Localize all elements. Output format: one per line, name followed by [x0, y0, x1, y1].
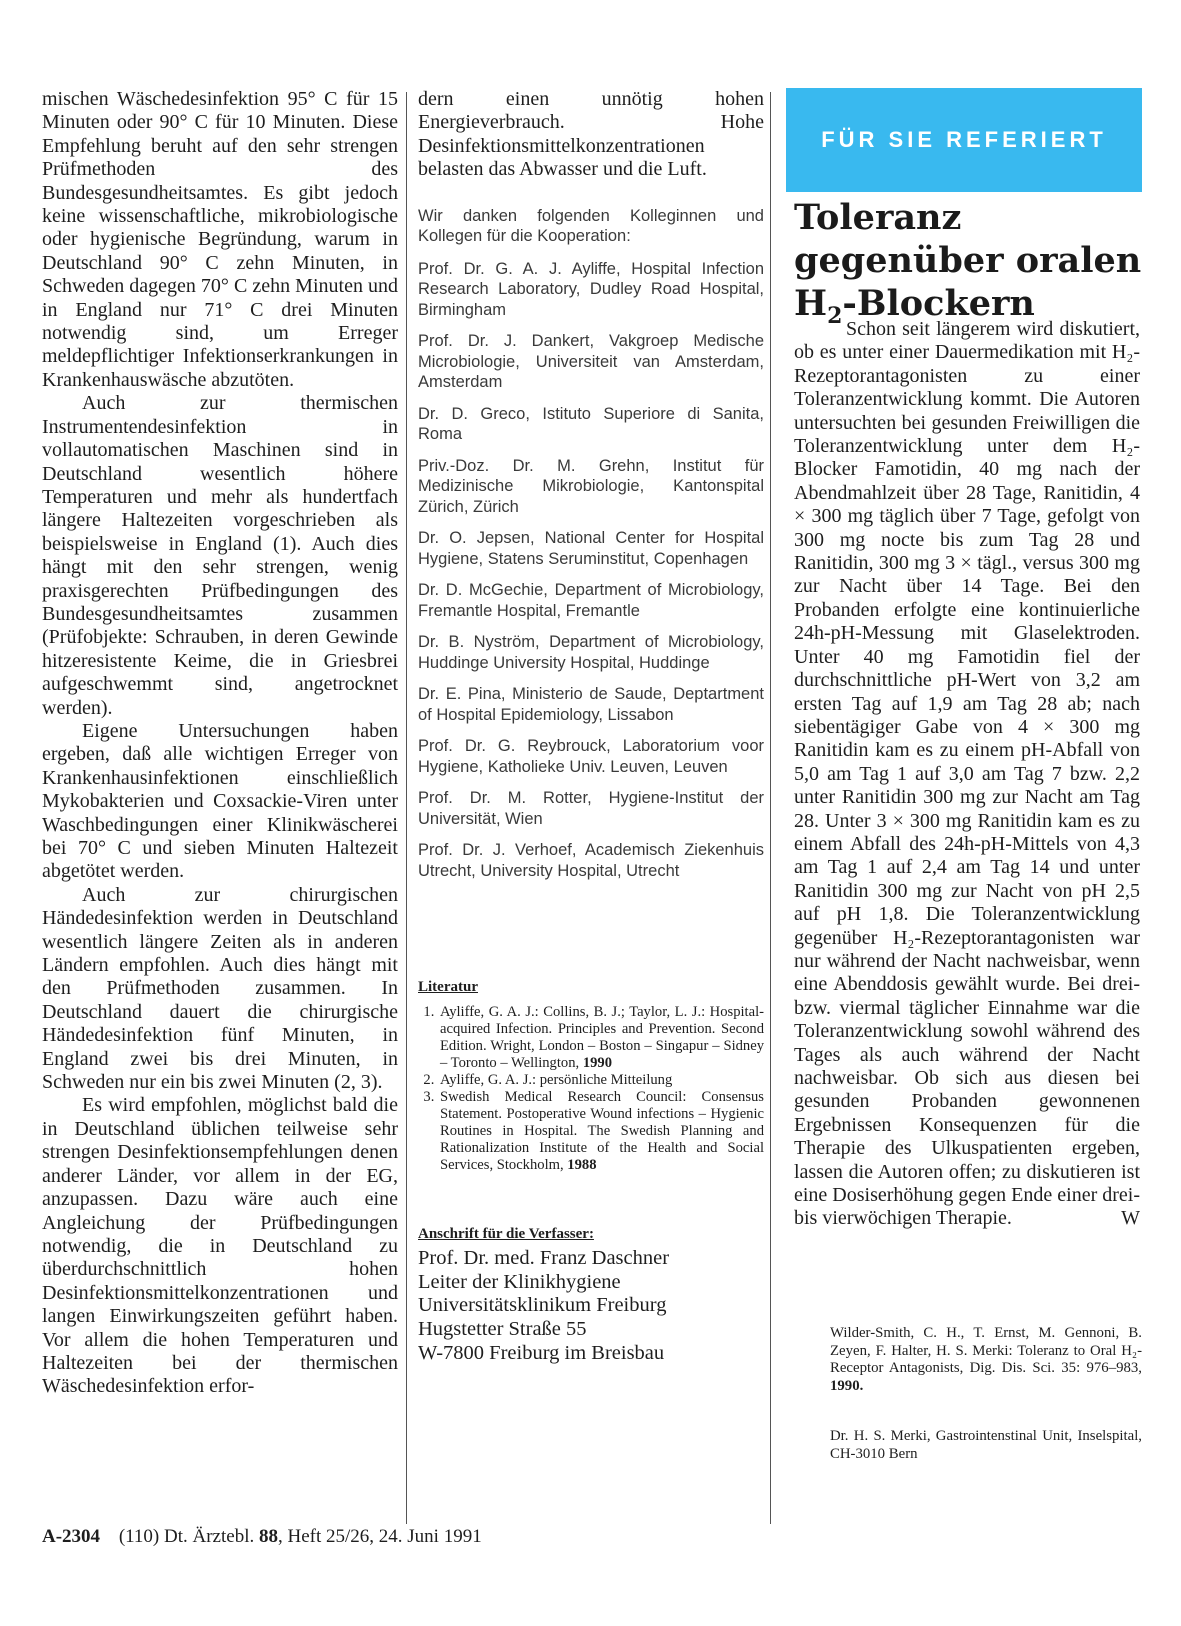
- paragraph: Auch zur thermischen Instrumentendesinfektion in vollautomatischen Maschinen sind in Deutschland wesentlich höhere Temperaturen und mehr als hundertfach längere Haltezeiten vorgeschrieben als beispielsweise in England (1). Auch dies hängt mit den sehr strengen, wenig praxisgerechten Prüfbedingungen des Bundesgesundheitsamtes zusammen (Prüfobjekte: Schrauben, in deren Gewinde hitzeresistente Keime, die in Griesbrei aufgeschwemmt sind, angetrocknet werden).: [42, 392, 398, 719]
- paragraph-continuation: dern einen unnötig hohen Energieverbrauch. Hohe Desinfektionsmittelkonzentrationen belasten das Abwasser und die Luft.: [418, 88, 764, 181]
- article-body: [794, 318, 1140, 1231]
- reference-item: 1. Ayliffe, G. A. J.: Collins, B. J.; Taylor, L. J.: Hospital-acquired Infection. Principles and Prevention. Second Edition. Wright, London – Boston – Singapur – Sidney – Toronto – Wellington, 1990: [438, 1004, 764, 1072]
- cooperator-entry: Priv.-Doz. Dr. M. Grehn, Institut für Medizinische Mikrobiologie, Kantonspital Zürich, Zürich: [418, 456, 764, 516]
- reference-item: 2. Ayliffe, G. A. J.: persönliche Mitteilung: [438, 1072, 764, 1089]
- page-number: A-2304: [42, 1526, 101, 1547]
- address-line: Prof. Dr. med. Franz Daschner: [418, 1247, 670, 1270]
- article-headline: Toleranz gegenüber oralen $H_2$-Blockern: [794, 197, 1142, 329]
- paragraph: Auch zur chirurgischen Händedesinfektion werden in Deutschland wesentlich längere Zeiten als in anderen Ländern empfohlen. Auch dies hängt mit den Prüfmethoden zusammen. In Deutschland dauert die chirurgische Händedesinfektion fünf Minuten, in England zwei bis drei Minuten, in Schweden nur ein bis zwei Minuten (2, 3).: [42, 883, 398, 1094]
- literature-heading: Literatur: [418, 979, 478, 996]
- paragraph: Es wird empfohlen, möglichst bald die in Deutschland üblichen teilweise sehr strengen Desinfektionsempfehlungen denen anderer Länder, vor allem in der EG, anzupassen. Dazu wäre auch eine Angleichung der Prüfbedingungen notwendig, die in Deutschland zu überdurchschnittlich hohen Desinfektionsmittelkonzentrationen und langen Einwirkungszeiten geführt haben. Vor allem die hohen Temperaturen und Haltezeiten bei der thermischen Wäschedesinfektion erfor-: [42, 1094, 398, 1398]
- source-citation: Wilder-Smith, C. H., T. Ernst, M. Gennoni, B. Zeyen, F. Halter, H. S. Merki: Toleranz to Oral H₂-Receptor Antagonists, Dig. Dis. Sci. 35: 976–983, 1990.: [830, 1325, 1142, 1394]
- section-kicker: FÜR SIE REFERIERT: [786, 88, 1142, 192]
- cooperator-entry: Prof. Dr. G. Reybrouck, Laboratorium voor Hygiene, Katholieke Univ. Leuven, Leuven: [418, 737, 764, 776]
- address-heading: Anschrift für die Verfasser:: [418, 1226, 594, 1243]
- cooperator-entry: Dr. D. Greco, Istituto Superiore di Sanita, Roma: [418, 404, 764, 444]
- column-rule-left: [406, 92, 407, 1524]
- column-rule-right: [770, 92, 771, 1524]
- paragraph: mischen Wäschedesinfektion 95° C für 15 Minuten oder 90° C für 10 Minuten. Diese Empfehlung beruht auf den sehr strengen Prüfmethoden des Bundesgesundheitsamtes. Es gibt jedoch keine wissenschaftliche, mikrobiologische oder hygienische Begründung, warum in Deutschland 90° C zehn Minuten, in Schweden dagegen 70° C zehn Minuten und in England nur 71° C drei Minuten notwendig sind, um Erreger meldepflichtiger Infektionserkrankungen in Krankenhauswäsche abzutöten.: [42, 88, 398, 391]
- cooperator-entry: Prof. Dr. J. Verhoef, Academisch Ziekenhuis Utrecht, University Hospital, Utrecht: [418, 841, 764, 880]
- cooperator-entry: Dr. B. Nyström, Department of Microbiology, Huddinge University Hospital, Huddinge: [418, 633, 764, 672]
- reference-list: [418, 1004, 764, 1174]
- cooperator-entry: Prof. Dr. M. Rotter, Hygiene-Institut der Universität, Wien: [418, 789, 764, 828]
- cooperator-entry: Dr. E. Pina, Ministerio de Saude, Deptartment of Hospital Epidemiology, Lissabon: [418, 685, 764, 724]
- acknowledgements: [418, 206, 764, 882]
- cooperator-entry: Dr. O. Jepsen, National Center for Hospital Hygiene, Statens Seruminstitut, Copenhagen: [418, 529, 764, 568]
- address-line: Universitätsklinikum Freiburg: [418, 1294, 667, 1317]
- acknowledgements-intro: Wir danken folgenden Kolleginnen und Kollegen für die Kooperation:: [418, 206, 764, 246]
- cooperator-entry: Prof. Dr. J. Dankert, Vakgroep Medische Microbiologie, Universiteit van Amsterdam, Amsterdam: [418, 332, 764, 392]
- column-1: [42, 88, 398, 1399]
- cooperator-entry: Prof. Dr. G. A. J. Ayliffe, Hospital Infection Research Laboratory, Dudley Road Hospital, Birmingham: [418, 259, 764, 319]
- page-footer: A-2304 (110) Dt. Ärztebl. 88, Heft 25/26, 24. Juni 1991: [42, 1526, 482, 1547]
- address-line: Hugstetter Straße 55: [418, 1317, 587, 1340]
- section-banner: [786, 88, 1142, 192]
- article-paragraph: Schon seit längerem wird diskutiert, ob es unter einer Dauermedikation mit H₂-Rezeptorantagonisten zu einer Toleranzentwicklung kommt. Die Autoren untersuchten bei gesunden Freiwilligen die Toleranzentwicklung unter dem H₂-Blocker Famotidin, 40 mg nach der Abendmahlzeit über 28 Tage, Ranitidin, 4 × 300 mg täglich über 7 Tage, gefolgt von 300 mg nocte bis zum Tag 28 und Ranitidin, 300 mg 3 × tägl., versus 300 mg zur Nacht über 14 Tage. Bei den Probanden erfolgte eine kontinuierliche 24h-pH-Messung mit Glaselektroden. Unter 40 mg Famotidin fiel der durchschnittliche pH-Wert von 3,2 am ersten Tag auf 1,9 am Tag 28 ab; nach siebentägiger Gabe von 4 × 300 mg Ranitidin kam es zu einem pH-Abfall von 5,0 am Tag 1 auf 3,0 am Tag 7 bzw. 2,2 unter Ranitidin 300 mg zur Nacht am Tag 28. Unter 3 × 300 mg Ranitidin kam es zu einem Abfall des 24h-pH-Mittels von 4,3 am Tag 1 auf 2,4 am Tag 14 und unter Ranitidin 300 mg zur Nacht von pH 2,5 auf pH 1,8. Die Toleranzentwicklung gegenüber H₂-Rezeptorantagonisten war nur während der Nacht nachweisbar, wenn eine Abenddosis gewählt wurde. Bei drei- bzw. viermal täglicher Einnahme war die Toleranzentwicklung sowohl während des Tages als auch während der Nacht nachweisbar. Ob sich aus diesen bei gesunden Probanden gewonnenen Ergebnissen Konsequenzen für die Therapie des Ulkuspatienten ergeben, lassen die Autoren offen; zu diskutieren ist eine Dosiserhöhung gegen Ende einer drei- bis vierwöchigen Therapie. W: [794, 318, 1140, 1230]
- address-line: Leiter der Klinikhygiene: [418, 1270, 621, 1293]
- column-2: [418, 88, 764, 1365]
- reference-item: 3. Swedish Medical Research Council: Consensus Statement. Postoperative Wound infections – Hygienic Routines in Hospital. The Swedish Planning and Rationalization Institute of the Health and Social Services, Stockholm, 1988: [438, 1089, 764, 1174]
- contact-address: Dr. H. S. Merki, Gastrointenstinal Unit, Inselspital, CH-3010 Bern: [830, 1428, 1142, 1462]
- author-signature: W: [1121, 1207, 1140, 1230]
- paragraph: Eigene Untersuchungen haben ergeben, daß alle wichtigen Erreger von Krankenhausinfektionen einschließlich Mykobakterien und Coxsackie-Viren unter Waschbedingungen einer Klinikwäscherei bei 70° C und sieben Minuten Haltezeit abgetötet werden.: [42, 719, 398, 883]
- address-line: W-7800 Freiburg im Breisbau: [418, 1341, 665, 1364]
- cooperator-entry: Dr. D. McGechie, Department of Microbiology, Fremantle Hospital, Fremantle: [418, 581, 764, 620]
